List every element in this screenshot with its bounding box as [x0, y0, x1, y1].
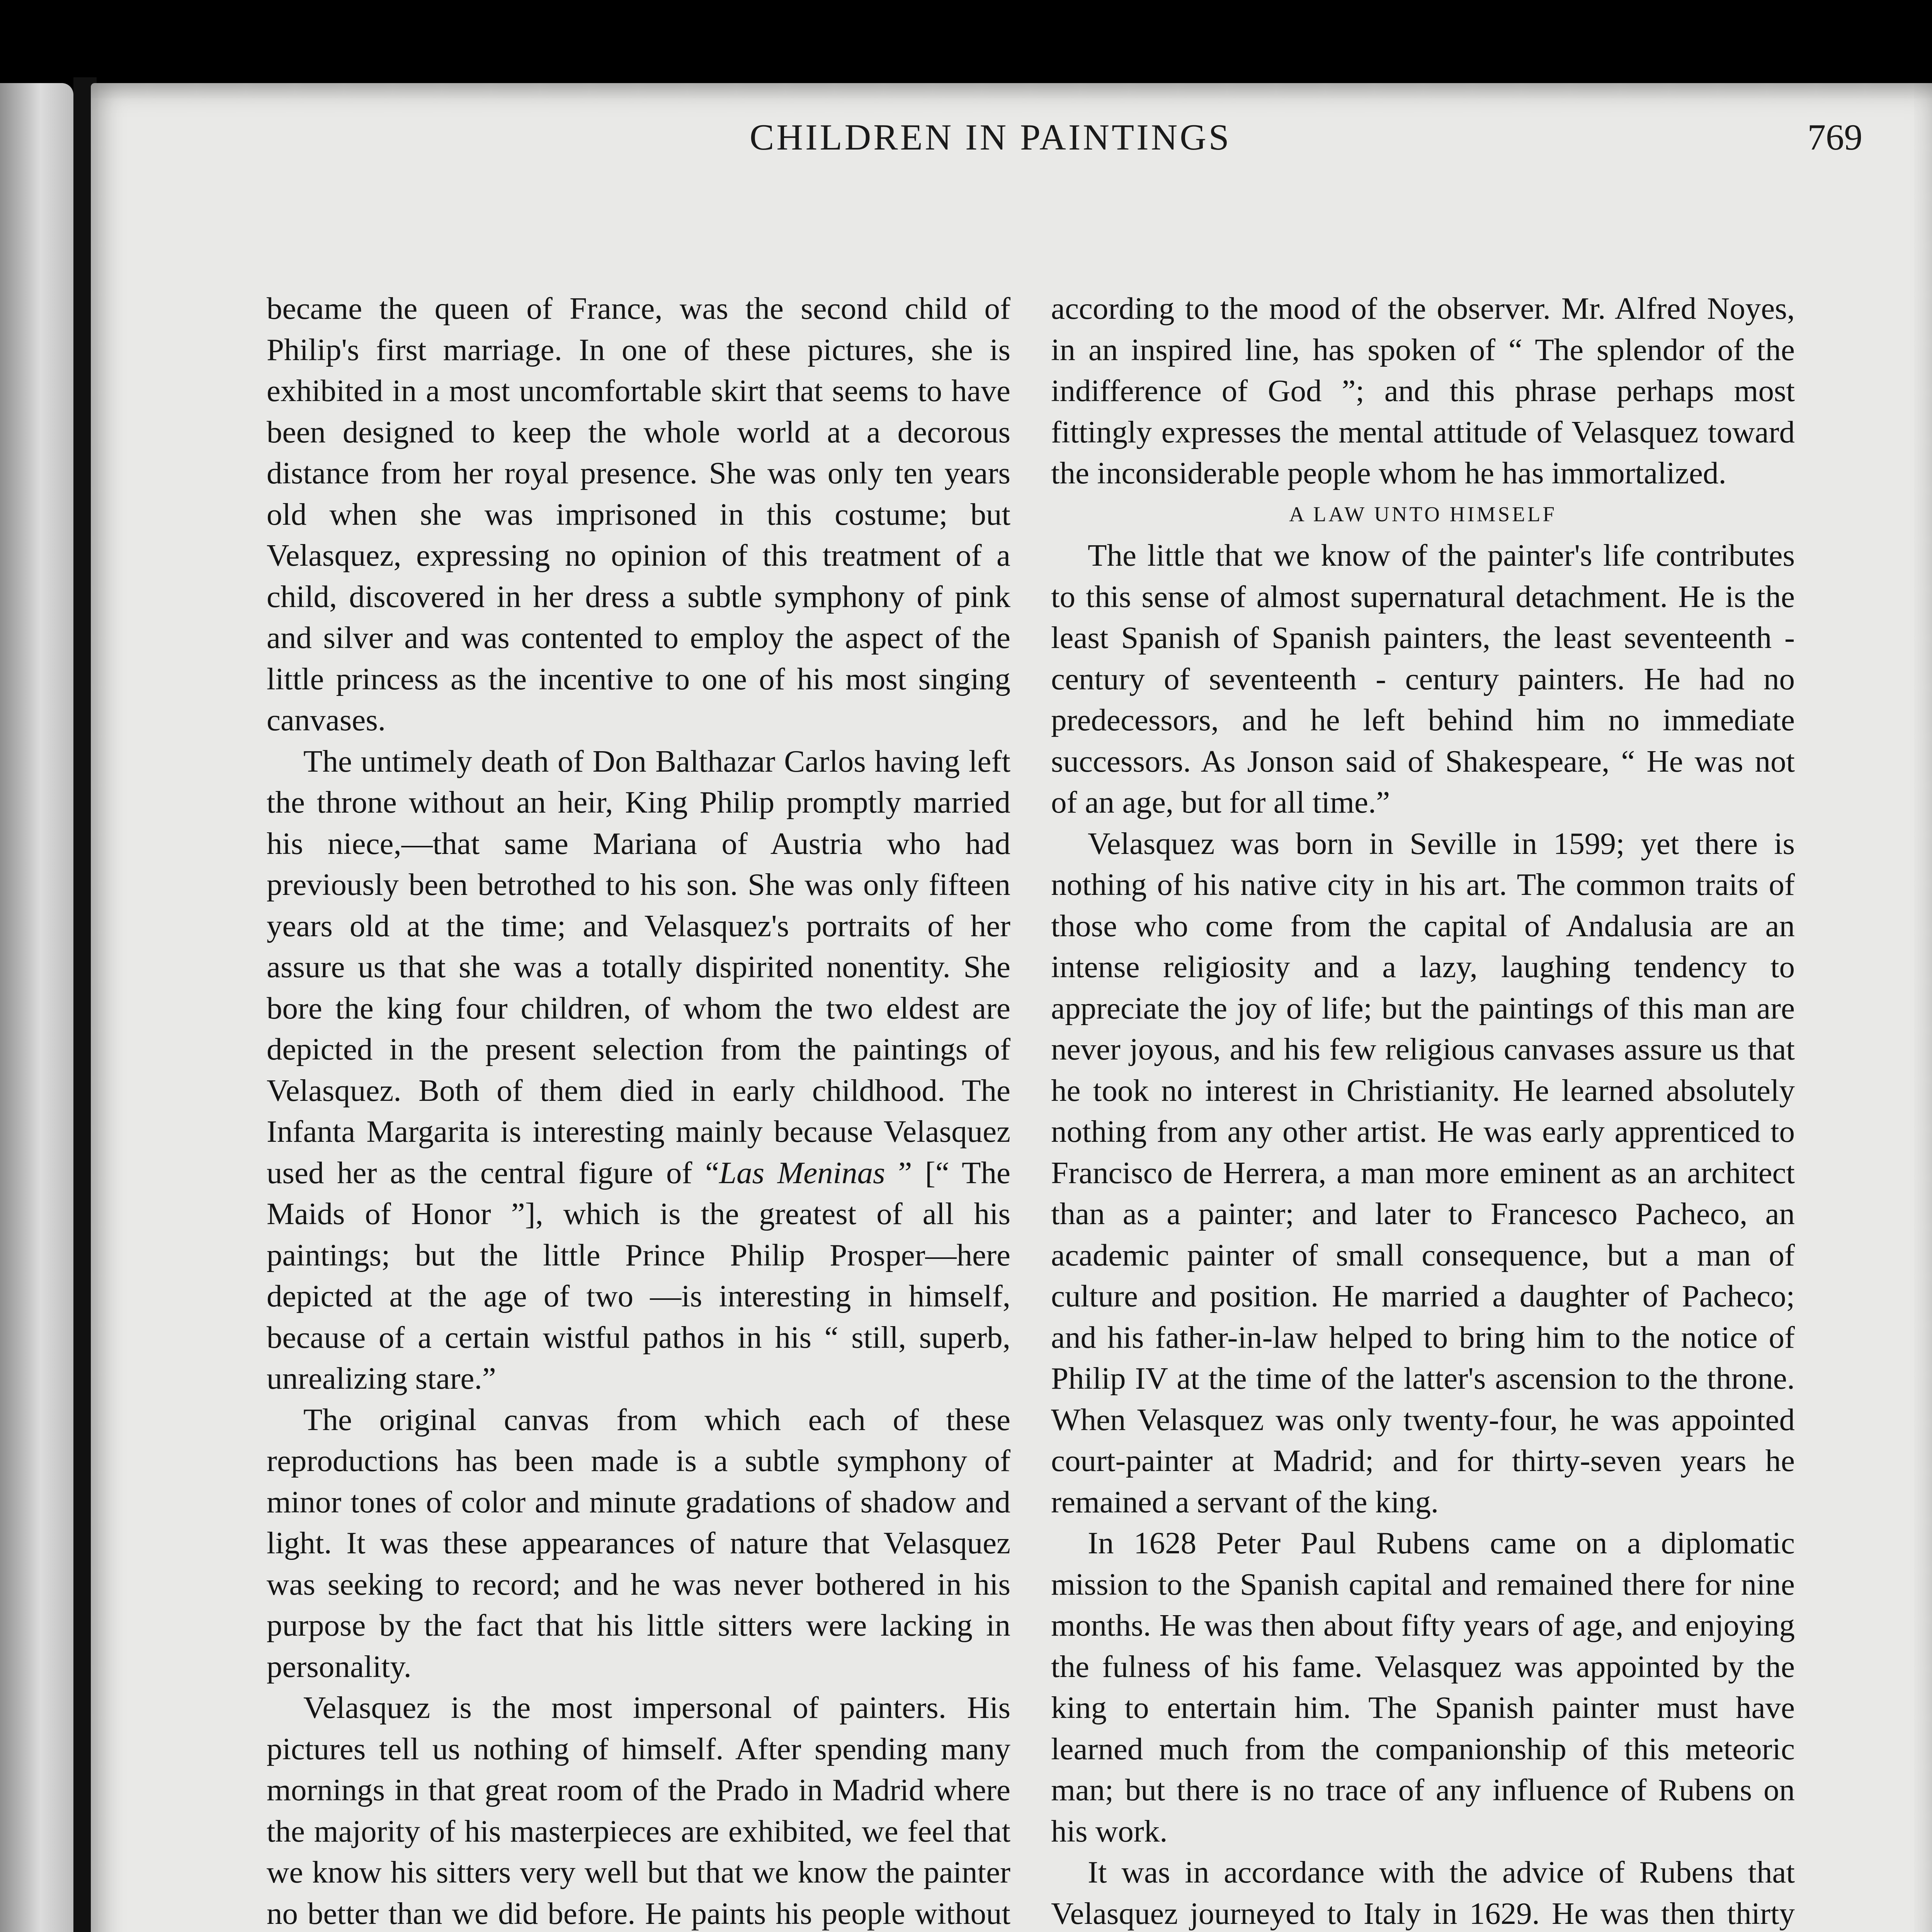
painting-title: Las Meninas	[719, 1155, 885, 1190]
right-column	[1051, 288, 1795, 1932]
paragraph: Velasquez was born in Seville in 1599; yet there is nothing of his native city in his art. The common traits of those who come from the capital of Andalusia are an intense religiosity and a lazy, laughing tendency to appreciate the joy of life; but the paintings of this man are never joyous, and his few religious canvases assure us that he took no interest in Christianity. He learned absolutely nothing from any other artist. He was early apprenticed to Francisco de Herrera, a man more eminent as an architect than as a painter; and later to Francesco Pacheco, an academic painter of small consequence, but a man of culture and position. He married a daughter of Pacheco; and his father-in-law helped to bring him to the notice of Philip IV at the time of the latter's ascension to the throne. When Velasquez was only twenty-four, he was appointed court-painter at Madrid; and for thirty-seven years he remained a servant of the king.	[1051, 826, 1795, 1519]
paragraph: Velasquez is the most impersonal of painters. His pictures tell us nothing of himself. After spending many mornings in that great room of the Prado in Madrid where the majority of his masterpieces are exhibited, we feel that we know his sitters very well but that we know the painter no better than we did before. He paints his people without	[267, 1690, 1010, 1931]
section-heading: A LAW UNTO HIMSELF	[1289, 502, 1557, 526]
paragraph: according to the mood of the observer. Mr. Alfred Noyes, in an inspired line, has spoken of “ The splendor of the indifference of God ”; and this phrase perhaps most fittingly expresses the mental attitude of Velasquez toward the inconsiderable people whom he has immortalized.	[1051, 291, 1795, 490]
paragraph-text: ” [“ The Maids of Honor ”], which is the greatest of all his paintings; but the little Prince Philip Prosper—here depicted at the age of two —is interesting in himself, because of a certain wistful pathos in his “ still, superb, unrealizing stare.”	[267, 1155, 1010, 1396]
paragraph	[267, 741, 1010, 1399]
adjacent-page-edge	[0, 83, 73, 1932]
paragraph: The little that we know of the painter's life contributes to this sense of almost supernatural detachment. He is the least Spanish of Spanish painters, the least seventeenth - century of seventeenth - century painters. He had no predecessors, and he left behind him no immediate successors. As Jonson said of Shakespeare, “ He was not of an age, but for all time.”	[1051, 538, 1795, 820]
running-title: CHILDREN IN PAINTINGS	[750, 117, 1231, 158]
page-number: 769	[1807, 117, 1862, 158]
paragraph: The original canvas from which each of these reproductions has been made is a subtle symphony of minor tones of color and minute gradations of shadow and light. It was these appearances of nature that Velasquez was seeking to record; and he was never bothered in his purpose by the fact that his little sitters were lacking in personality.	[267, 1402, 1010, 1684]
paragraph: In 1628 Peter Paul Rubens came on a diplomatic mission to the Spanish capital and remained there for nine months. He was then about fifty years of age, and enjoying the fulness of his fame. Velasquez was appointed by the king to entertain him. The Spanish painter must have learned much from the companionship of this meteoric man; but there is no trace of any influence of Rubens on his work.	[1051, 1526, 1795, 1849]
paragraph-text: The untimely death of Don Balthazar Carlos having left the throne without an heir, King Philip promptly married his niece,—that same Mariana of Austria who had previously been betrothed to his son. She was only fifteen years old at the time; and Velasquez's portraits of her assure us that she was a totally dispirited nonentity. She bore the king four children, of whom the two eldest are depicted in the present selection from the paintings of Velasquez. Both of them died in early childhood. The Infanta Margarita is interesting mainly because Velasquez used her as the central figure of “	[267, 743, 1010, 1190]
paragraph: It was in accordance with the advice of Rubens that Velasquez journeyed to Italy in 1629. He was then thirty	[1051, 1855, 1795, 1931]
paragraph: became the queen of France, was the second child of Philip's first marriage. In one of these pictures, she is exhibited in a most uncomfortable skirt that seems to have been designed to keep the whole world at a decorous distance from her royal presence. She was only ten years old when she was imprisoned in this costume; but Velasquez, expressing no opinion of this treatment of a child, discovered in her dress a subtle symphony of pink and silver and was contented to employ the aspect of the little princess as the incentive to one of his most singing canvases.	[267, 291, 1010, 737]
left-column	[267, 288, 1010, 1932]
